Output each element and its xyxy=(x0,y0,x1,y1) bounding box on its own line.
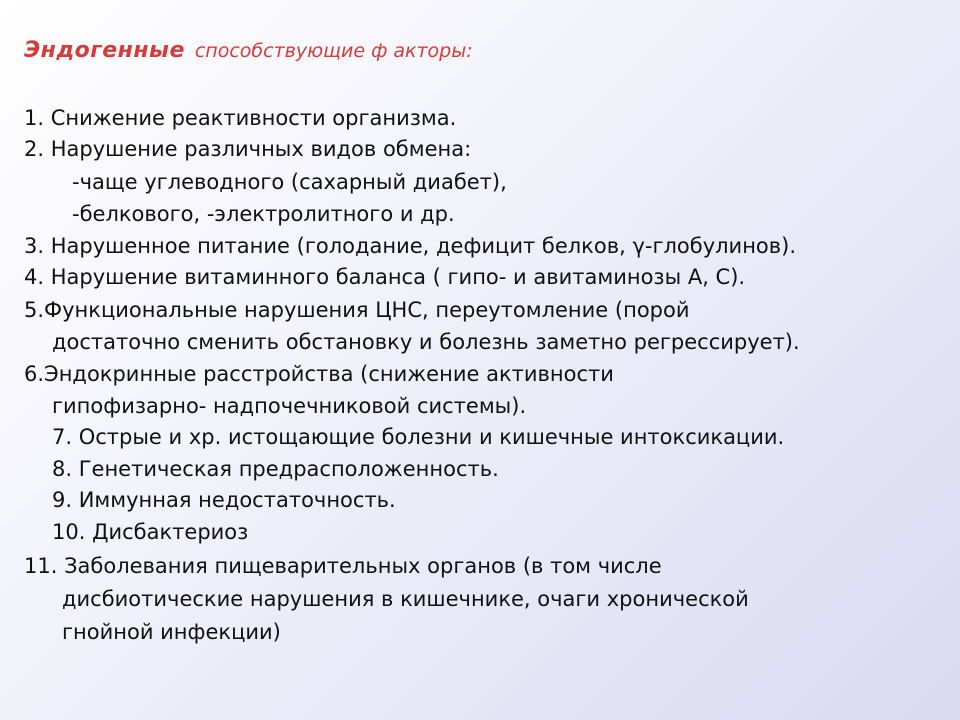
list-item-3: 3. Нарушенное питание (голодание, дефицит белков, γ-глобулинов). xyxy=(24,234,797,258)
slide-title xyxy=(24,38,473,63)
list-item-11-cont-1: дисбиотические нарушения в кишечнике, очаги хронической xyxy=(62,587,749,611)
list-item-7: 7. Острые и хр. истощающие болезни и кишечные интоксикации. xyxy=(52,425,785,449)
list-item-1: 1. Снижение реактивности организма. xyxy=(24,106,457,130)
list-item-2-sub-2: -белкового, -электролитного и др. xyxy=(72,202,455,226)
list-item-5-cont: достаточно сменить обстановку и болезнь заметно регрессирует). xyxy=(52,330,800,354)
list-item-11: 11. Заболевания пищеварительных органов (в том числе xyxy=(24,554,662,578)
list-item-10: 10. Дисбактериоз xyxy=(52,520,249,544)
title-bold: Эндогенные xyxy=(24,38,185,63)
list-item-6: 6.Эндокринные расстройства (снижение активности xyxy=(24,362,614,386)
list-item-2: 2. Нарушение различных видов обмена: xyxy=(24,137,472,161)
list-item-5: 5.Функциональные нарушения ЦНС, переутомление (порой xyxy=(24,298,690,322)
list-item-2-sub-1: -чаще углеводного (сахарный диабет), xyxy=(72,170,507,194)
list-item-8: 8. Генетическая предрасположенность. xyxy=(52,457,499,481)
list-item-9: 9. Иммунная недостаточность. xyxy=(52,488,396,512)
list-item-6-cont: гипофизарно- надпочечниковой системы). xyxy=(52,394,527,418)
list-item-11-cont-2: гнойной инфекции) xyxy=(62,620,281,644)
list-item-4: 4. Нарушение витаминного баланса ( гипо- и авитаминозы А, С). xyxy=(24,265,746,289)
title-rest: способствующие ф акторы: xyxy=(194,40,473,62)
